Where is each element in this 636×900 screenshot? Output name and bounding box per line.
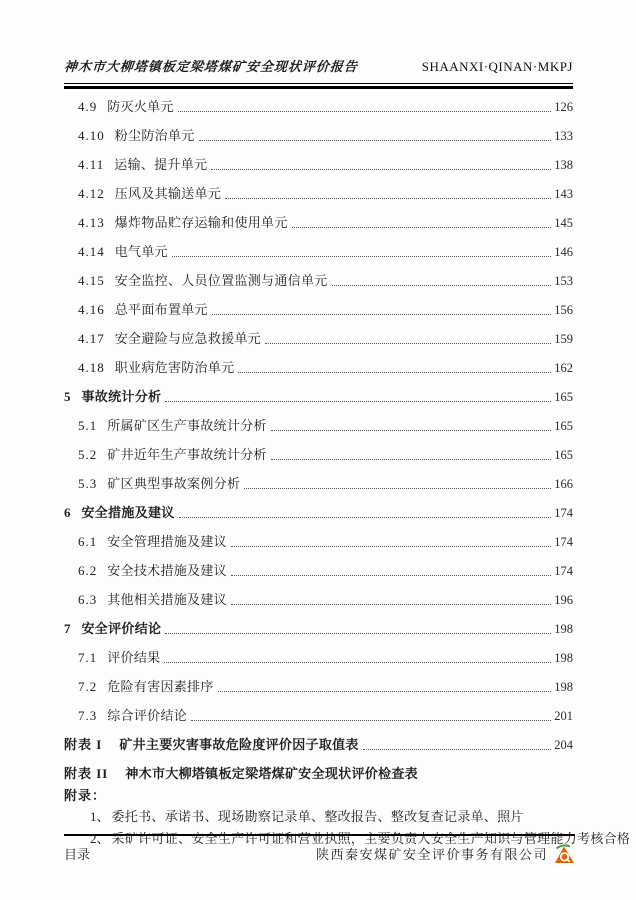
toc-entry-title: 矿井主要灾害事故危险度评价因子取值表 xyxy=(119,737,359,752)
toc-entry-number: 6 xyxy=(64,505,72,520)
toc-entry[interactable] xyxy=(64,477,573,491)
toc-entry-number: 7.1 xyxy=(78,650,98,665)
toc-entry-title: 事故统计分析 xyxy=(81,389,162,404)
toc-entry-title: 总平面布置单元 xyxy=(114,302,208,317)
toc-dot-leader xyxy=(271,459,551,460)
header-org-code: SHAANXI·QINAN·MKPJ xyxy=(421,59,573,74)
toc-entry[interactable] xyxy=(64,303,573,317)
toc-entry[interactable] xyxy=(64,738,573,752)
toc-dot-leader xyxy=(231,604,551,605)
toc-entry-title: 安全措施及建议 xyxy=(81,505,175,520)
toc-entry-number: 4.18 xyxy=(78,360,105,375)
toc-page-number: 138 xyxy=(554,158,573,172)
toc-entry-title: 采矿许可证、安全生产许可证和营业执照，主要负责人安全生产知识与管理能力考核合格 xyxy=(111,831,631,846)
toc-entry[interactable] xyxy=(64,274,573,288)
toc-entry[interactable] xyxy=(64,245,573,259)
toc-entry-number: 附录： xyxy=(64,788,107,803)
toc-entry-title: 电气单元 xyxy=(114,244,168,259)
toc-dot-leader xyxy=(179,517,552,518)
toc-entry[interactable] xyxy=(64,332,573,346)
toc-entry[interactable] xyxy=(64,680,573,694)
toc-entry-title: 压风及其输送单元 xyxy=(114,186,222,201)
toc-dot-leader xyxy=(165,401,551,402)
toc-page-number: 166 xyxy=(554,477,573,491)
toc-entry[interactable] xyxy=(64,419,573,433)
toc-entry-number: 5.3 xyxy=(78,476,98,491)
toc-page-number: 198 xyxy=(554,651,573,665)
toc-entry[interactable] xyxy=(64,448,573,462)
footer-section-label: 目录 xyxy=(64,847,91,862)
toc-entry-number: 6.2 xyxy=(78,563,98,578)
toc-dot-leader xyxy=(265,343,551,344)
toc-entry-title: 爆炸物品贮存运输和使用单元 xyxy=(114,215,288,230)
toc-entry-number: 7.2 xyxy=(78,679,98,694)
toc-entry[interactable] xyxy=(64,361,573,375)
toc-page-number: 174 xyxy=(554,506,573,520)
toc-entry-number: 7.3 xyxy=(78,708,98,723)
toc-entry-title: 安全技术措施及建议 xyxy=(107,563,227,578)
page-header xyxy=(0,0,636,89)
toc-page-number: 174 xyxy=(554,535,573,549)
toc-page-number: 145 xyxy=(554,216,573,230)
toc-page-number: 156 xyxy=(554,303,573,317)
table-of-contents xyxy=(0,89,636,845)
toc-dot-leader xyxy=(212,314,551,315)
toc-entry[interactable] xyxy=(64,100,573,114)
toc-entry-number: 1、 xyxy=(90,809,110,824)
toc-entry[interactable] xyxy=(64,593,573,607)
toc-page-number: 133 xyxy=(554,129,573,143)
toc-page-number: 143 xyxy=(554,187,573,201)
toc-entry-title: 运输、提升单元 xyxy=(114,157,208,172)
toc-dot-leader xyxy=(225,198,551,199)
toc-entry-number: 6.3 xyxy=(78,592,98,607)
toc-dot-leader xyxy=(238,372,551,373)
footer-company-name: 陕西秦安煤矿安全评价事务有限公司 xyxy=(315,847,548,862)
toc-entry-title: 矿区典型事故案例分析 xyxy=(107,476,241,491)
toc-dot-leader xyxy=(211,169,551,170)
toc-entry[interactable] xyxy=(64,622,573,636)
toc-entry[interactable] xyxy=(64,390,573,404)
toc-entry-number: 4.17 xyxy=(78,331,105,346)
toc-entry-number: 5.1 xyxy=(78,418,98,433)
toc-page-number: 174 xyxy=(554,564,573,578)
toc-page-number: 162 xyxy=(554,361,573,375)
toc-entry[interactable] xyxy=(64,158,573,172)
toc-entry-number: 4.15 xyxy=(78,273,105,288)
toc-entry-title: 粉尘防治单元 xyxy=(114,128,195,143)
toc-entry-number: 附表 II xyxy=(64,766,109,781)
toc-dot-leader xyxy=(164,662,551,663)
toc-entry-title: 职业病危害防治单元 xyxy=(114,360,235,375)
toc-entry[interactable] xyxy=(64,564,573,578)
toc-entry-title: 委托书、承诺书、现场勘察记录单、整改报告、整改复查记录单、照片 xyxy=(111,809,524,824)
toc-entry-number: 附表 I xyxy=(64,737,103,752)
toc-entry[interactable] xyxy=(64,187,573,201)
toc-entry[interactable] xyxy=(64,767,573,780)
toc-dot-leader xyxy=(244,488,551,489)
toc-entry-title: 防灭火单元 xyxy=(107,99,174,114)
toc-entry-number: 5 xyxy=(64,389,72,404)
toc-entry-title: 矿井近年生产事故统计分析 xyxy=(107,447,267,462)
toc-dot-leader xyxy=(292,227,552,228)
toc-dot-leader xyxy=(231,575,551,576)
toc-entry-number: 5.2 xyxy=(78,447,98,462)
footer-row xyxy=(64,843,575,864)
toc-entry[interactable] xyxy=(64,789,573,802)
toc-entry[interactable] xyxy=(64,535,573,549)
toc-dot-leader xyxy=(363,749,552,750)
toc-page-number: 201 xyxy=(554,709,573,723)
toc-dot-leader xyxy=(218,691,552,692)
header-row xyxy=(64,56,573,75)
toc-dot-leader xyxy=(191,720,551,721)
toc-entry-title: 安全避险与应急救援单元 xyxy=(114,331,262,346)
company-logo-icon xyxy=(554,843,575,864)
toc-page-number: 126 xyxy=(554,100,573,114)
toc-entry[interactable] xyxy=(64,810,573,823)
toc-entry-number: 4.12 xyxy=(78,186,105,201)
toc-entry-number: 4.11 xyxy=(78,157,105,172)
toc-entry-title: 其他相关措施及建议 xyxy=(107,592,227,607)
toc-entry[interactable] xyxy=(64,709,573,723)
toc-entry-number: 2、 xyxy=(90,831,110,846)
toc-entry-title: 评价结果 xyxy=(107,650,161,665)
toc-page-number: 165 xyxy=(554,448,573,462)
toc-entry-title: 安全评价结论 xyxy=(81,621,162,636)
toc-entry-number: 6.1 xyxy=(78,534,98,549)
toc-entry-number: 4.13 xyxy=(78,215,105,230)
toc-dot-leader xyxy=(172,256,551,257)
toc-dot-leader xyxy=(271,430,551,431)
toc-entry-title: 安全监控、人员位置监测与通信单元 xyxy=(114,273,328,288)
toc-page-number: 198 xyxy=(554,622,573,636)
toc-entry-title: 综合评价结论 xyxy=(107,708,188,723)
toc-entry-title: 危险有害因素排序 xyxy=(107,679,214,694)
toc-page-number: 204 xyxy=(554,738,573,752)
toc-dot-leader xyxy=(231,546,551,547)
toc-entry-number: 4.10 xyxy=(78,128,105,143)
toc-page-number: 165 xyxy=(554,419,573,433)
toc-entry-number: 4.14 xyxy=(78,244,105,259)
toc-entry-title: 神木市大柳塔镇板定梁塔煤矿安全现状评价检查表 xyxy=(125,766,418,781)
toc-entry[interactable] xyxy=(64,651,573,665)
toc-dot-leader xyxy=(332,285,552,286)
toc-page-number: 198 xyxy=(554,680,573,694)
toc-dot-leader xyxy=(165,633,551,634)
toc-entry-title: 所属矿区生产事故统计分析 xyxy=(107,418,267,433)
footer-rule xyxy=(64,834,575,836)
toc-dot-leader xyxy=(199,140,552,141)
toc-entry-number: 7 xyxy=(64,621,72,636)
toc-page-number: 165 xyxy=(554,390,573,404)
toc-entry[interactable] xyxy=(64,129,573,143)
toc-entry[interactable] xyxy=(64,506,573,520)
header-report-title: 神木市大柳塔镇板定梁塔煤矿安全现状评价报告 xyxy=(63,59,359,74)
toc-page-number: 196 xyxy=(554,593,573,607)
page-footer xyxy=(64,831,575,864)
toc-entry-title: 安全管理措施及建议 xyxy=(107,534,227,549)
toc-page-number: 146 xyxy=(554,245,573,259)
toc-page-number: 153 xyxy=(554,274,573,288)
toc-entry[interactable] xyxy=(64,216,573,230)
toc-page-number: 159 xyxy=(554,332,573,346)
toc-entry-number: 4.16 xyxy=(78,302,105,317)
toc-entry-number: 4.9 xyxy=(78,99,98,114)
footer-company xyxy=(316,843,575,864)
toc-dot-leader xyxy=(178,111,551,112)
